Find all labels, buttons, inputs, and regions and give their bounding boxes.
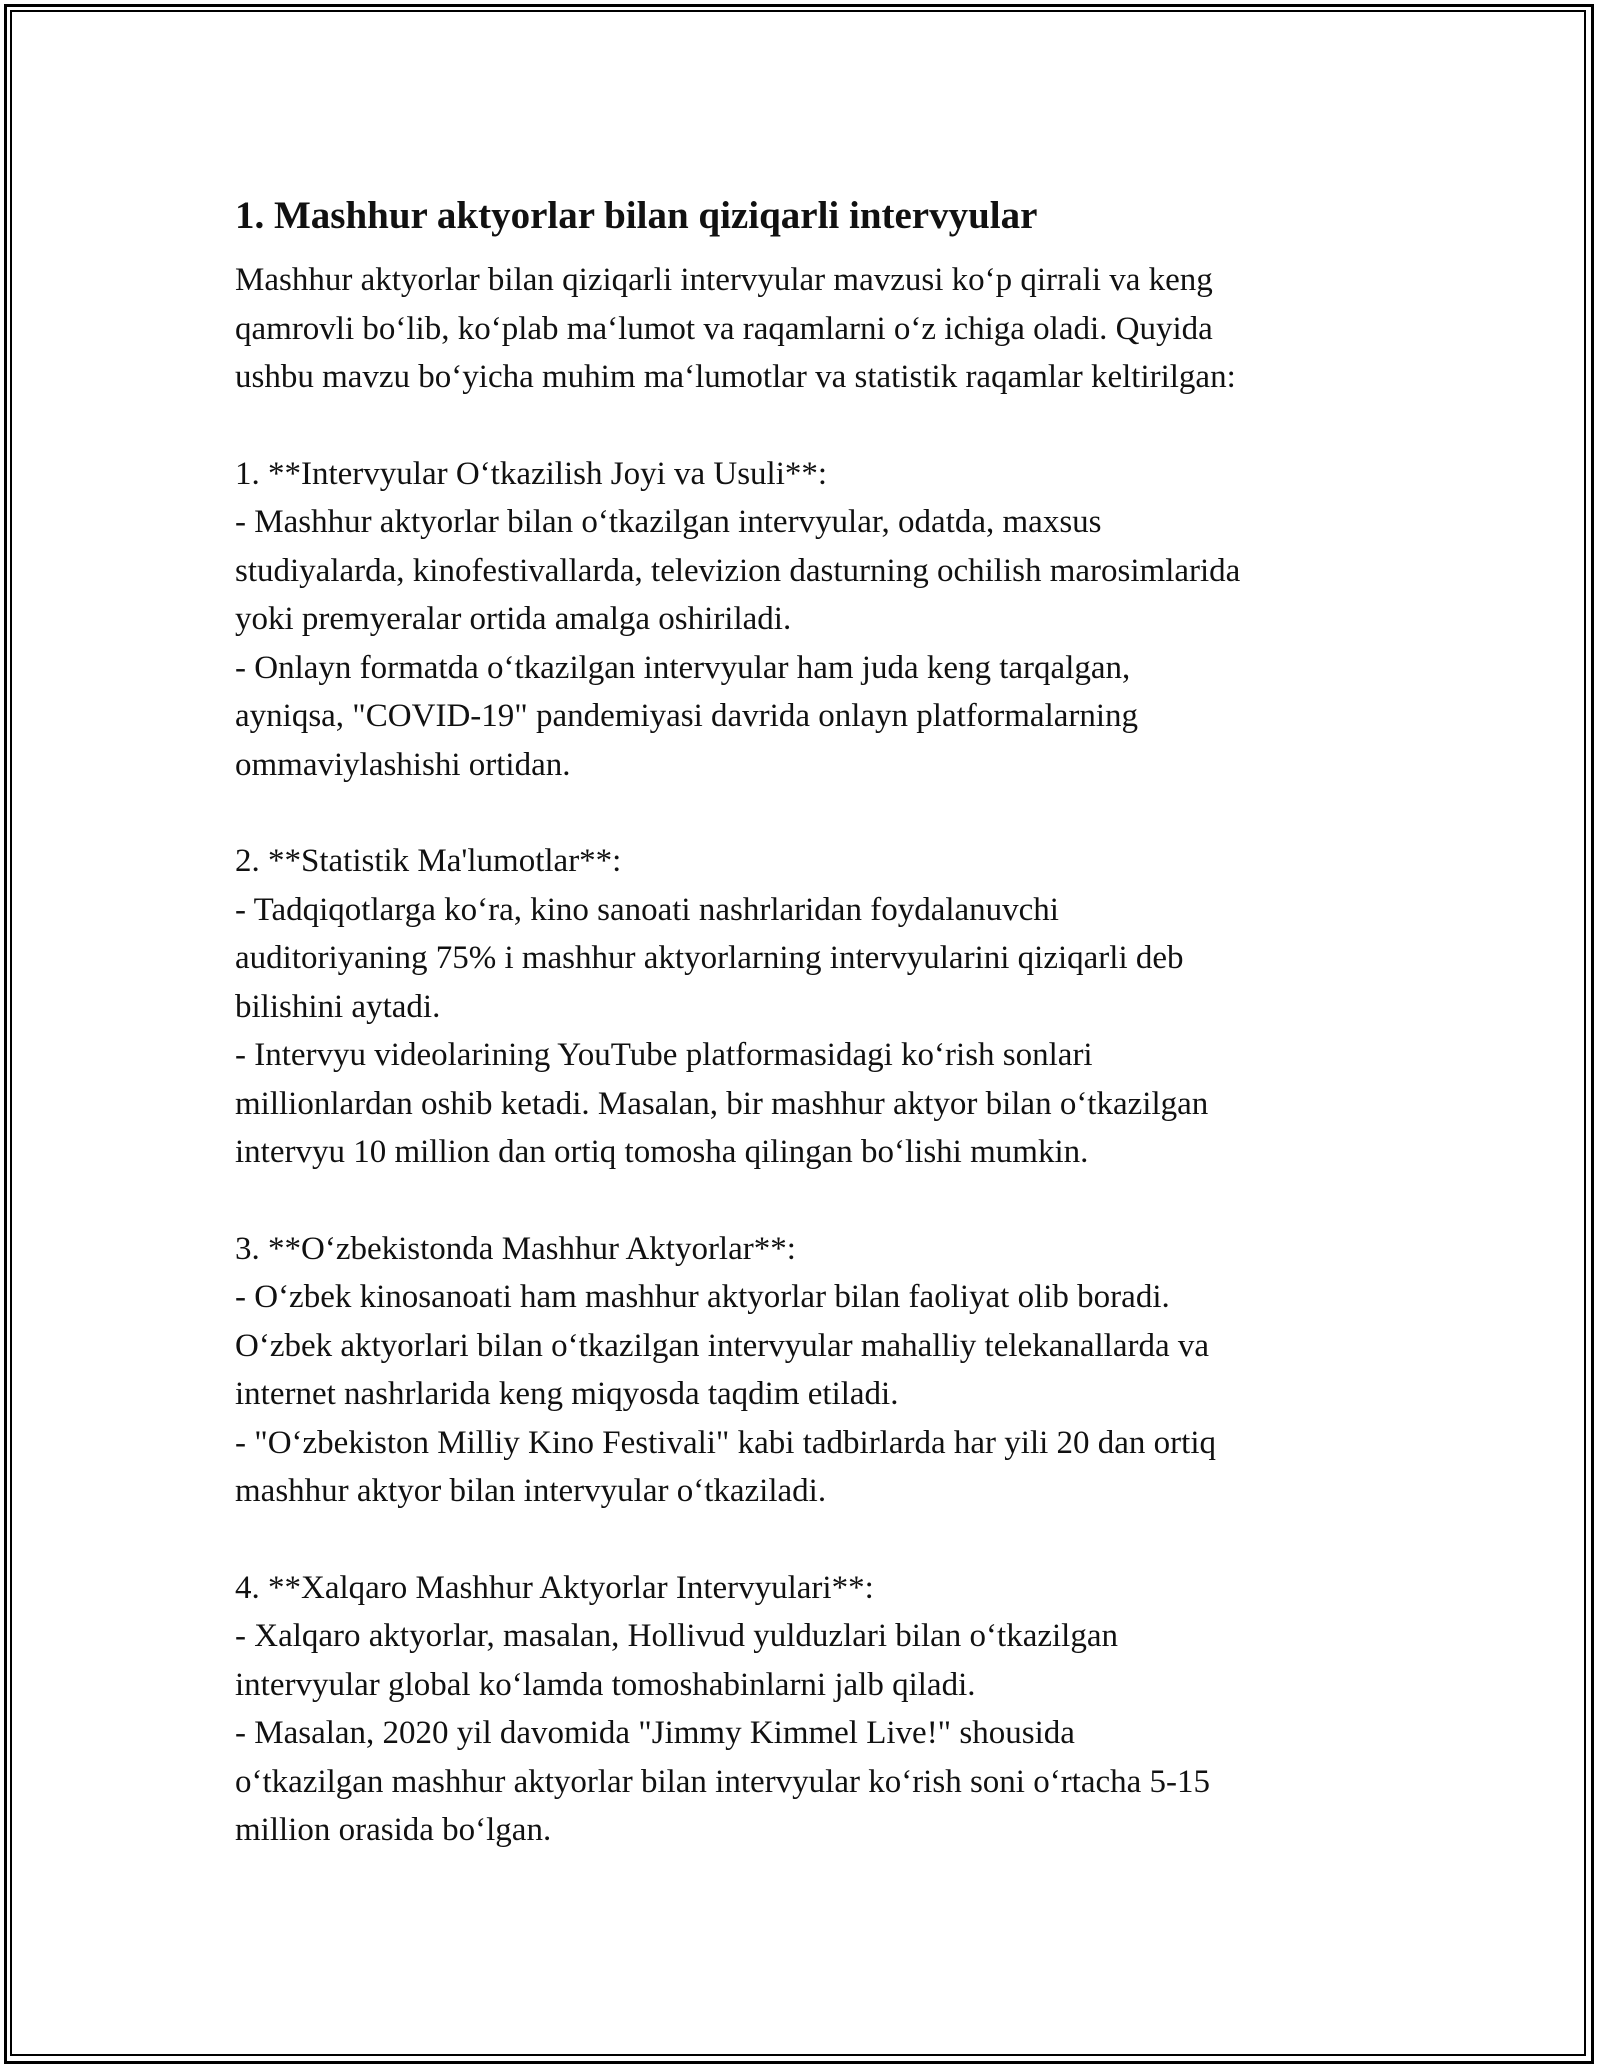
section-item: - Xalqaro aktyorlar, masalan, Hollivud yulduzlari bilan o‘tkazilgan intervyular global ko‘lamda tomoshabinlarni jalb qiladi. — [235, 1618, 1118, 1703]
document-title: 1. Mashhur aktyorlar bilan qiziqarli intervyular — [235, 194, 1038, 237]
section-1 — [235, 450, 1385, 790]
section-item: - Intervyu videolarining YouTube platformasidagi ko‘rish sonlari millionlardan oshib ketadi. Masalan, bir mashhur aktyor bilan o‘tkazilgan intervyu 10 million dan ortiq tomosha qilingan bo‘lishi mumkin. — [235, 1037, 1209, 1170]
section-3 — [235, 1225, 1385, 1516]
section-heading: 1. **Intervyular O‘tkazilish Joyi va Usuli**: — [235, 455, 828, 492]
section-heading: 4. **Xalqaro Mashhur Aktyorlar Intervyulari**: — [235, 1569, 874, 1606]
section-item: - O‘zbek kinosanoati ham mashhur aktyorlar bilan faoliyat olib boradi. O‘zbek aktyorlari bilan o‘tkazilgan intervyular mahalliy telekanallarda va internet nashrlarida keng miqyosda taqdim etiladi. — [235, 1279, 1209, 1412]
section-heading: 2. **Statistik Ma'lumotlar**: — [235, 843, 622, 879]
section-item: - Onlayn formatda o‘tkazilgan intervyular ham juda keng tarqalgan, ayniqsa, "COVID-19" pandemiyasi davrida onlayn platformalarning ommaviylashishi ortidan. — [235, 649, 1139, 783]
intro-paragraph: Mashhur aktyorlar bilan qiziqarli intervyular mavzusi ko‘p qirrali va keng qamrovli bo‘lib, ko‘plab ma‘lumot va raqamlarni o‘z ichiga oladi. Quyida ushbu mavzu bo‘yicha muhim ma‘lumotlar va statistik raqamlar keltirilgan: — [235, 262, 1236, 395]
section-item: - Tadqiqotlarga ko‘ra, kino sanoati nashrlaridan foydalanuvchi auditoriyaning 75% i mashhur aktyorlarning intervyularini qiziqarli deb bilishini aytadi. — [235, 891, 1184, 1025]
section-2 — [235, 837, 1385, 1177]
section-item: - Masalan, 2020 yil davomida "Jimmy Kimmel Live!" shousida o‘tkazilgan mashhur aktyorlar bilan intervyular ko‘rish soni o‘rtacha 5-15 million orasida bo‘lgan. — [235, 1715, 1211, 1848]
section-heading: 3. **O‘zbekistonda Mashhur Aktyorlar**: — [235, 1230, 796, 1267]
section-item: - "O‘zbekiston Milliy Kino Festivali" kabi tadbirlarda har yili 20 dan ortiq mashhur aktyor bilan intervyular o‘tkaziladi. — [235, 1424, 1217, 1509]
document-body — [235, 188, 1385, 1855]
section-item: - Mashhur aktyorlar bilan o‘tkazilgan intervyular, odatda, maxsus studiyalarda, kinofestivallarda, televizion dasturning ochilish marosimlarida yoki premyeralar ortida amalga oshiriladi. — [235, 504, 1241, 637]
section-4 — [235, 1564, 1385, 1855]
